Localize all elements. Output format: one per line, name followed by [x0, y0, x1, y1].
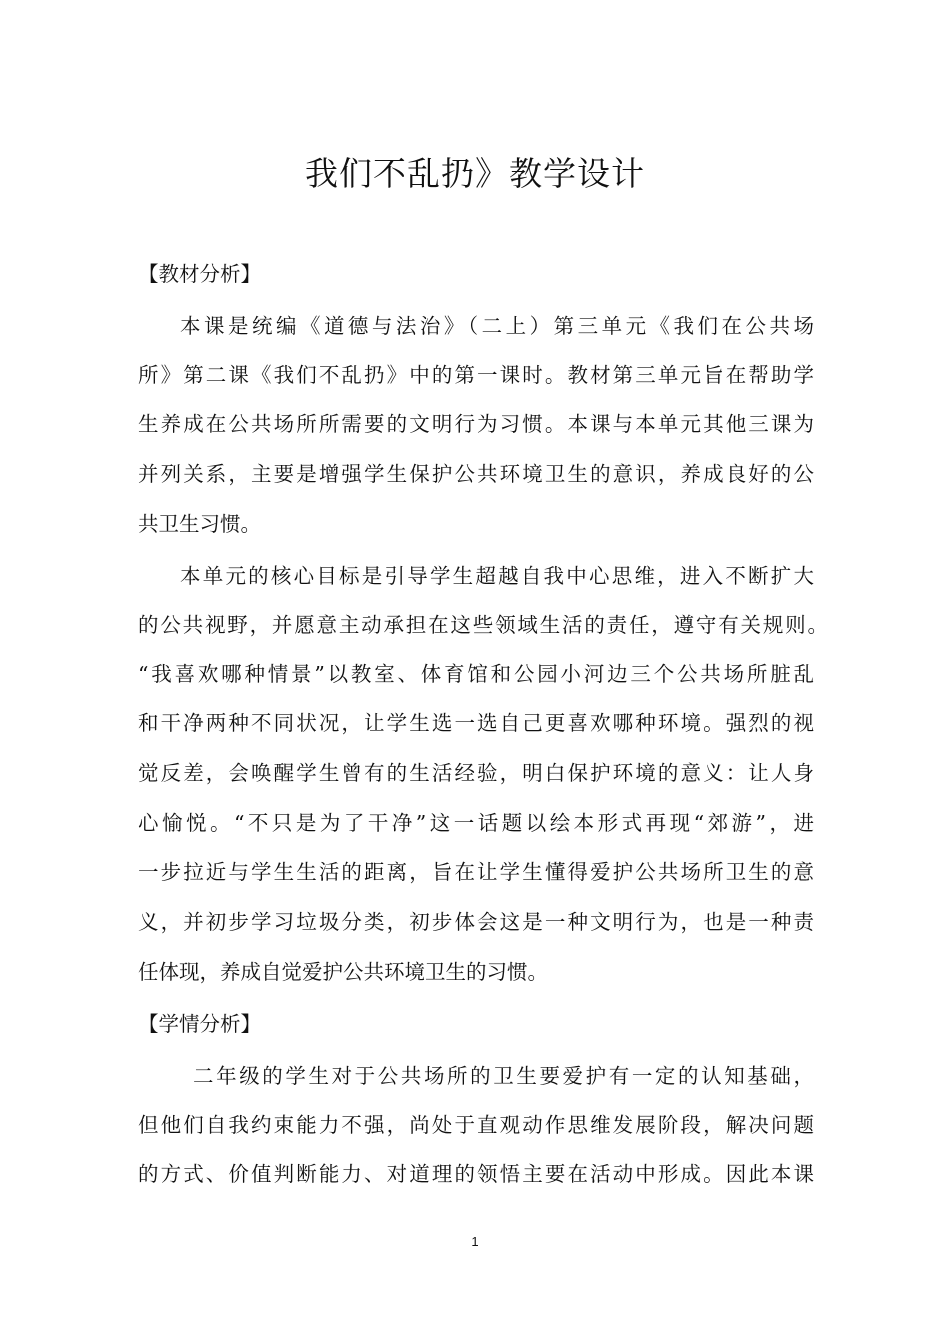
paragraph-line: 本课是统编《道德与法治》（二上）第三单元《我们在公共场: [180, 314, 814, 338]
paragraph-line: 的方式、价值判断能力、对道理的领悟主要在活动中形成。因此本课: [138, 1162, 814, 1186]
paragraph-line: 本单元的核心目标是引导学生超越自我中心思维，进入不断扩大: [180, 564, 814, 588]
paragraph-line: 并列关系，主要是增强学生保护公共环境卫生的意识，养成良好的公: [138, 462, 814, 486]
paragraph-line: 任体现，养成自觉爱护公共环境卫生的习惯。: [138, 960, 548, 984]
page-number: 1: [471, 1234, 479, 1249]
paragraph-line: 义，并初步学习垃圾分类，初步体会这是一种文明行为，也是一种责: [138, 910, 814, 934]
paragraph-line: 生养成在公共场所所需要的文明行为习惯。本课与本单元其他三课为: [138, 412, 814, 436]
paragraph-line: 所》第二课《我们不乱扔》中的第一课时。教材第三单元旨在帮助学: [138, 363, 814, 387]
paragraph-line: 但他们自我约束能力不强，尚处于直观动作思维发展阶段，解决问题: [138, 1113, 814, 1137]
paragraph-line: 的公共视野，并愿意主动承担在这些领域生活的责任，遵守有关规则。: [138, 613, 828, 637]
paragraph-line: 二年级的学生对于公共场所的卫生要爱护有一定的认知基础，: [193, 1064, 814, 1088]
document-title: 我们不乱扔》教学设计: [305, 154, 645, 193]
section-heading-learner-analysis: 【学情分析】: [138, 1012, 261, 1036]
paragraph-line: 一步拉近与学生生活的距离，旨在让学生懂得爱护公共场所卫生的意: [138, 860, 814, 884]
paragraph-line: 共卫生习惯。: [138, 512, 261, 536]
paragraph-line: 和干净两种不同状况，让学生选一选自己更喜欢哪种环境。强烈的视: [138, 711, 814, 735]
paragraph-line: 觉反差，会唤醒学生曾有的生活经验，明白保护环境的意义：让人身: [138, 761, 814, 785]
paragraph-line: “我喜欢哪种情景”以教室、体育馆和公园小河边三个公共场所脏乱: [138, 662, 814, 686]
paragraph-line: 心愉悦。“不只是为了干净”这一话题以绘本形式再现“郊游”，进: [138, 811, 814, 835]
section-heading-textbook-analysis: 【教材分析】: [138, 262, 261, 286]
